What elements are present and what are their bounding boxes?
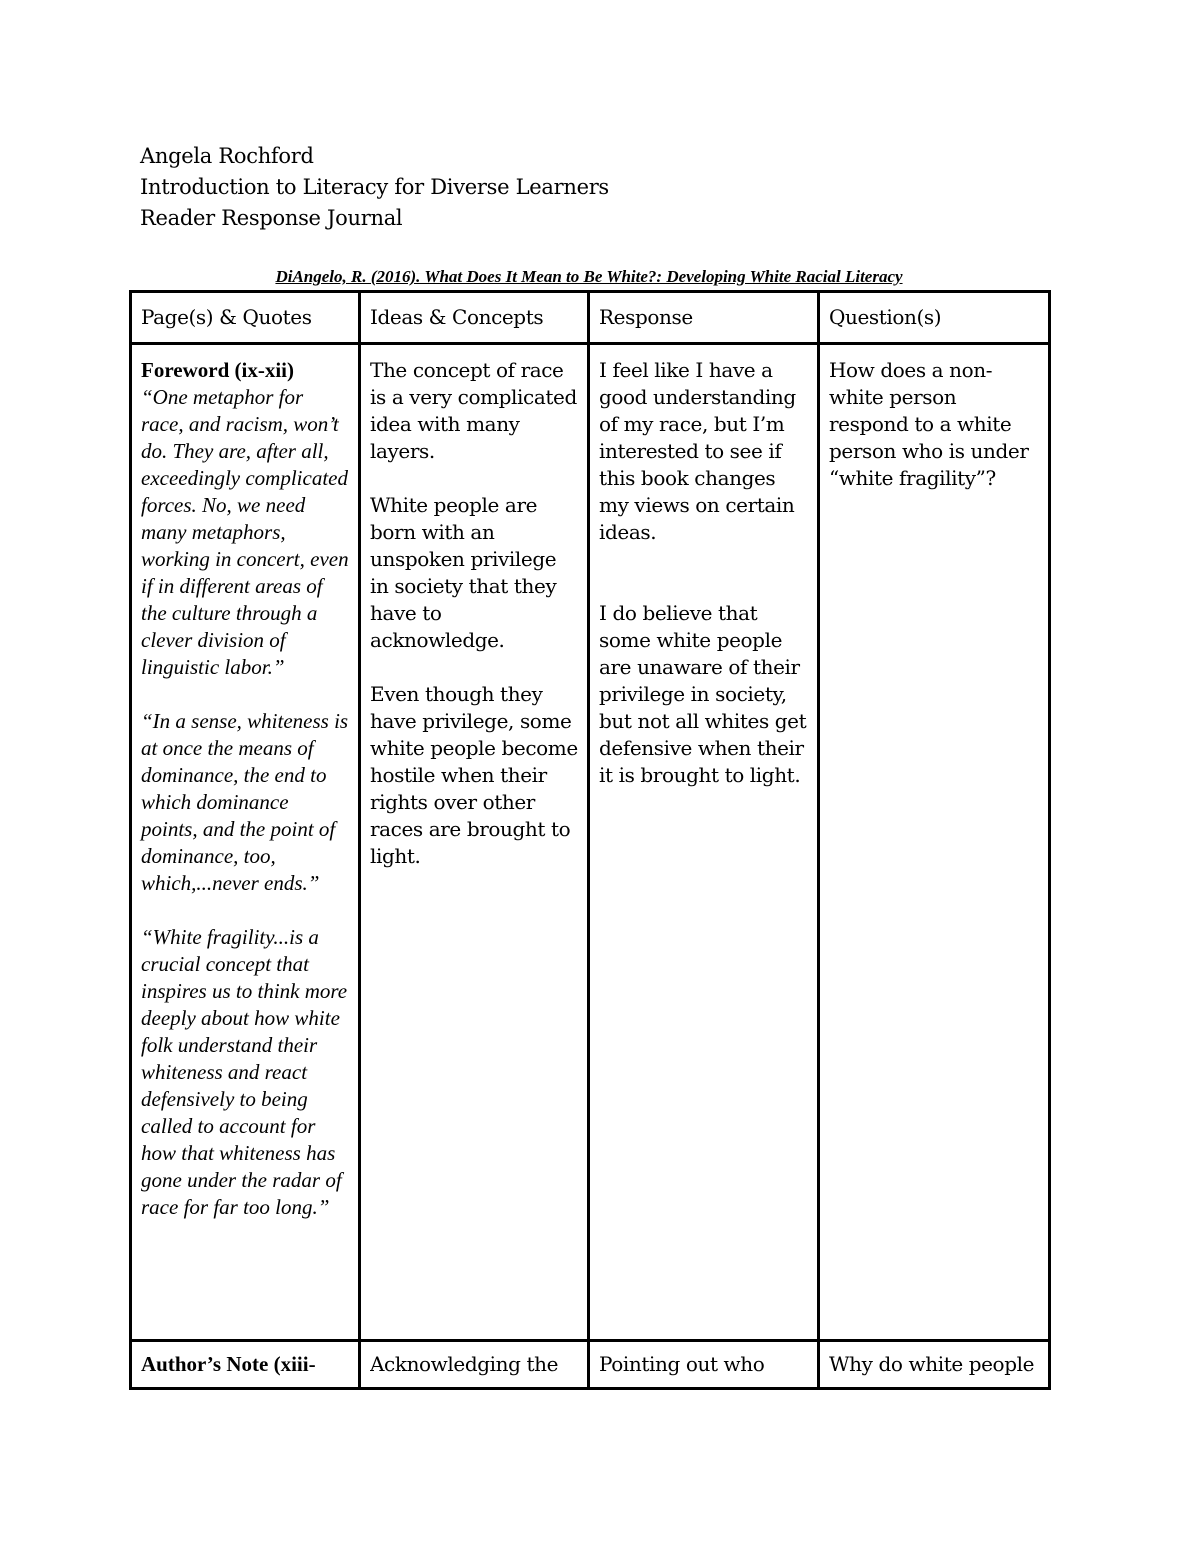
idea-paragraph: White people are born with an unspoken privilege in society that they have to acknowledge. xyxy=(370,493,557,652)
idea-paragraph: Acknowledging the xyxy=(370,1352,559,1376)
course-name: Introduction to Literacy for Diverse Learners xyxy=(140,175,609,199)
question-text: Why do white people xyxy=(829,1352,1035,1376)
quotes-cell xyxy=(131,1341,360,1389)
quote: “White fragility...is a crucial concept that inspires us to think more deeply about how white folk understand their whiteness and react defensively to being called to account for how that whiteness has gone under the radar of race for far too long.” xyxy=(141,925,348,1219)
quote: “In a sense, whiteness is at once the means of dominance, the end to which dominance points, and the point of dominance, too, which,...never ends.” xyxy=(141,709,349,895)
ideas-cell xyxy=(360,1341,589,1389)
section-title: Foreword (ix-xii) xyxy=(141,358,294,382)
column-header-ideas: Ideas & Concepts xyxy=(360,292,589,344)
table-row xyxy=(131,1341,1050,1389)
spacer xyxy=(370,465,579,492)
column-header-questions: Question(s) xyxy=(819,292,1050,344)
book-citation: DiAngelo, R. (2016). What Does It Mean to Be White?: Developing White Racial Literacy xyxy=(275,267,903,286)
author-name: Angela Rochford xyxy=(140,144,314,168)
question-text: How does a non-white person respond to a white person who is under “white fragility”? xyxy=(829,358,1029,490)
spacer xyxy=(599,573,809,600)
column-header-quotes: Page(s) & Quotes xyxy=(131,292,360,344)
response-paragraph: Pointing out who xyxy=(599,1352,765,1376)
document-header xyxy=(140,141,609,234)
idea-paragraph: The concept of race is a very complicated idea with many layers. xyxy=(370,358,577,463)
response-journal-table xyxy=(129,290,1051,1390)
ideas-cell xyxy=(360,344,589,1341)
spacer xyxy=(141,681,350,708)
assignment-title: Reader Response Journal xyxy=(140,206,403,230)
spacer xyxy=(599,546,809,573)
quote: “One metaphor for race, and racism, won’t do. They are, after all, exceedingly complicated forces. No, we need many metaphors, working in concert, even if in different areas of the culture through a clever division of linguistic labor.” xyxy=(141,385,349,679)
idea-paragraph: Even though they have privilege, some white people become hostile when their rights over other races are brought to light. xyxy=(370,682,578,868)
section-title: Author’s Note (xiii- xyxy=(141,1352,316,1376)
response-cell xyxy=(589,344,819,1341)
table-row xyxy=(131,344,1050,1341)
question-cell xyxy=(819,1341,1050,1389)
quotes-cell xyxy=(131,344,360,1341)
response-paragraph: I feel like I have a good understanding of my race, but I’m interested to see if this book changes my views on certain ideas. xyxy=(599,358,796,544)
table-header-row xyxy=(131,292,1050,344)
response-cell xyxy=(589,1341,819,1389)
response-paragraph: I do believe that some white people are unaware of their privilege in society, but not all whites get defensive when their it is brought to light. xyxy=(599,601,807,787)
question-cell xyxy=(819,344,1050,1341)
column-header-response: Response xyxy=(589,292,819,344)
spacer xyxy=(141,897,350,924)
spacer xyxy=(370,654,579,681)
